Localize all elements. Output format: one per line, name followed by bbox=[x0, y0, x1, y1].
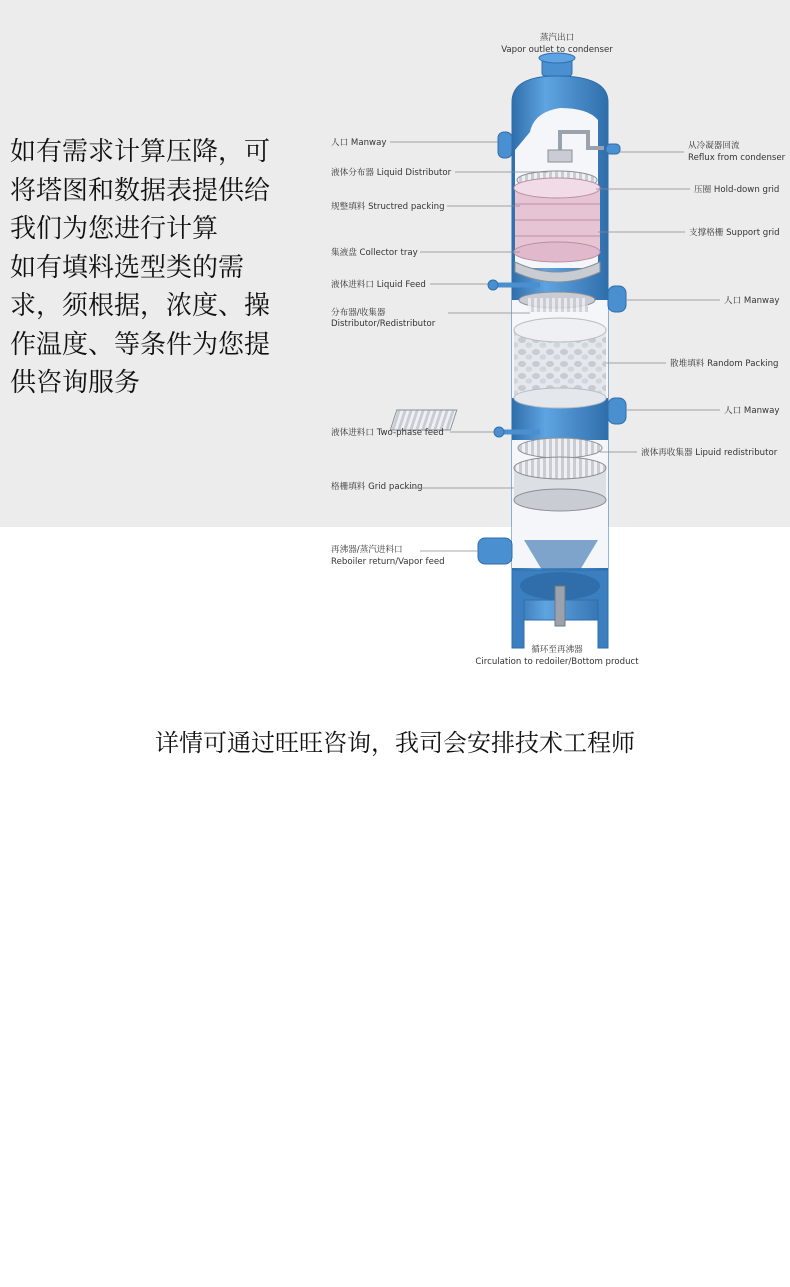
intro-line: 供咨询服务 bbox=[10, 368, 141, 398]
label-circulation-en: Circulation to redoiler/Bottom product bbox=[475, 657, 639, 667]
label-hold-down-grid: 压圈 Hold-down grid bbox=[694, 185, 780, 195]
intro-line: 将塔图和数据表提供给 bbox=[10, 175, 271, 206]
structured-packing bbox=[514, 178, 600, 262]
intro-line: 如有填料选型类的需 bbox=[10, 252, 245, 283]
label-random-packing: 散堆填料 Random Packing bbox=[670, 359, 779, 369]
label-distributor-en: Distributor/Redistributor bbox=[331, 319, 436, 329]
label-liquid-distributor: 液体分布器 Liquid Distributor bbox=[331, 168, 452, 178]
label-collector-tray: 集液盘 Collector tray bbox=[331, 248, 418, 258]
label-support-grid: 支撑格栅 Support grid bbox=[689, 228, 780, 238]
footer-note: 详情可通过旺旺咨询，我司会安排技术工程师 bbox=[155, 729, 635, 757]
label-structured-packing: 规整填料 Structred packing bbox=[331, 202, 445, 212]
intro-line: 我们为您进行计算 bbox=[10, 214, 219, 244]
label-grid-packing: 格栅填料 Grid packing bbox=[331, 482, 423, 492]
label-two-phase-feed: 液体进料口 Two-phase feed bbox=[331, 428, 444, 438]
label-reboiler-cn: 再沸器/蒸汽进料口 bbox=[331, 545, 403, 555]
grid-packing bbox=[514, 457, 606, 511]
random-packing bbox=[514, 318, 606, 408]
label-reflux-en: Reflux from condenser bbox=[688, 153, 786, 163]
intro-line: 求，须根据，浓度、操 bbox=[10, 291, 271, 321]
intro-line: 作温度、等条件为您提 bbox=[10, 329, 271, 360]
label-liquid-feed: 液体进料口 Liquid Feed bbox=[331, 280, 426, 290]
label-distributor-cn: 分布器/收集器 bbox=[331, 308, 386, 318]
label-manway-2: 人口 Manway bbox=[724, 296, 780, 306]
label-reflux-cn: 从冷凝器回流 bbox=[688, 141, 740, 151]
label-manway-3: 人口 Manway bbox=[724, 406, 780, 416]
label-vapor-outlet-cn: 蒸汽出口 bbox=[539, 33, 575, 43]
label-liquid-redistributor: 液体再收集器 Lipuid redistributor bbox=[641, 448, 778, 458]
label-circulation-cn: 循环至再沸器 bbox=[531, 645, 583, 655]
label-reboiler-en: Reboiler return/Vapor feed bbox=[331, 557, 445, 567]
label-manway-1: 人口 Manway bbox=[331, 138, 387, 148]
label-vapor-outlet-en: Vapor outlet to condenser bbox=[501, 45, 613, 55]
intro-line: 如有需求计算压降，可 bbox=[10, 137, 271, 167]
